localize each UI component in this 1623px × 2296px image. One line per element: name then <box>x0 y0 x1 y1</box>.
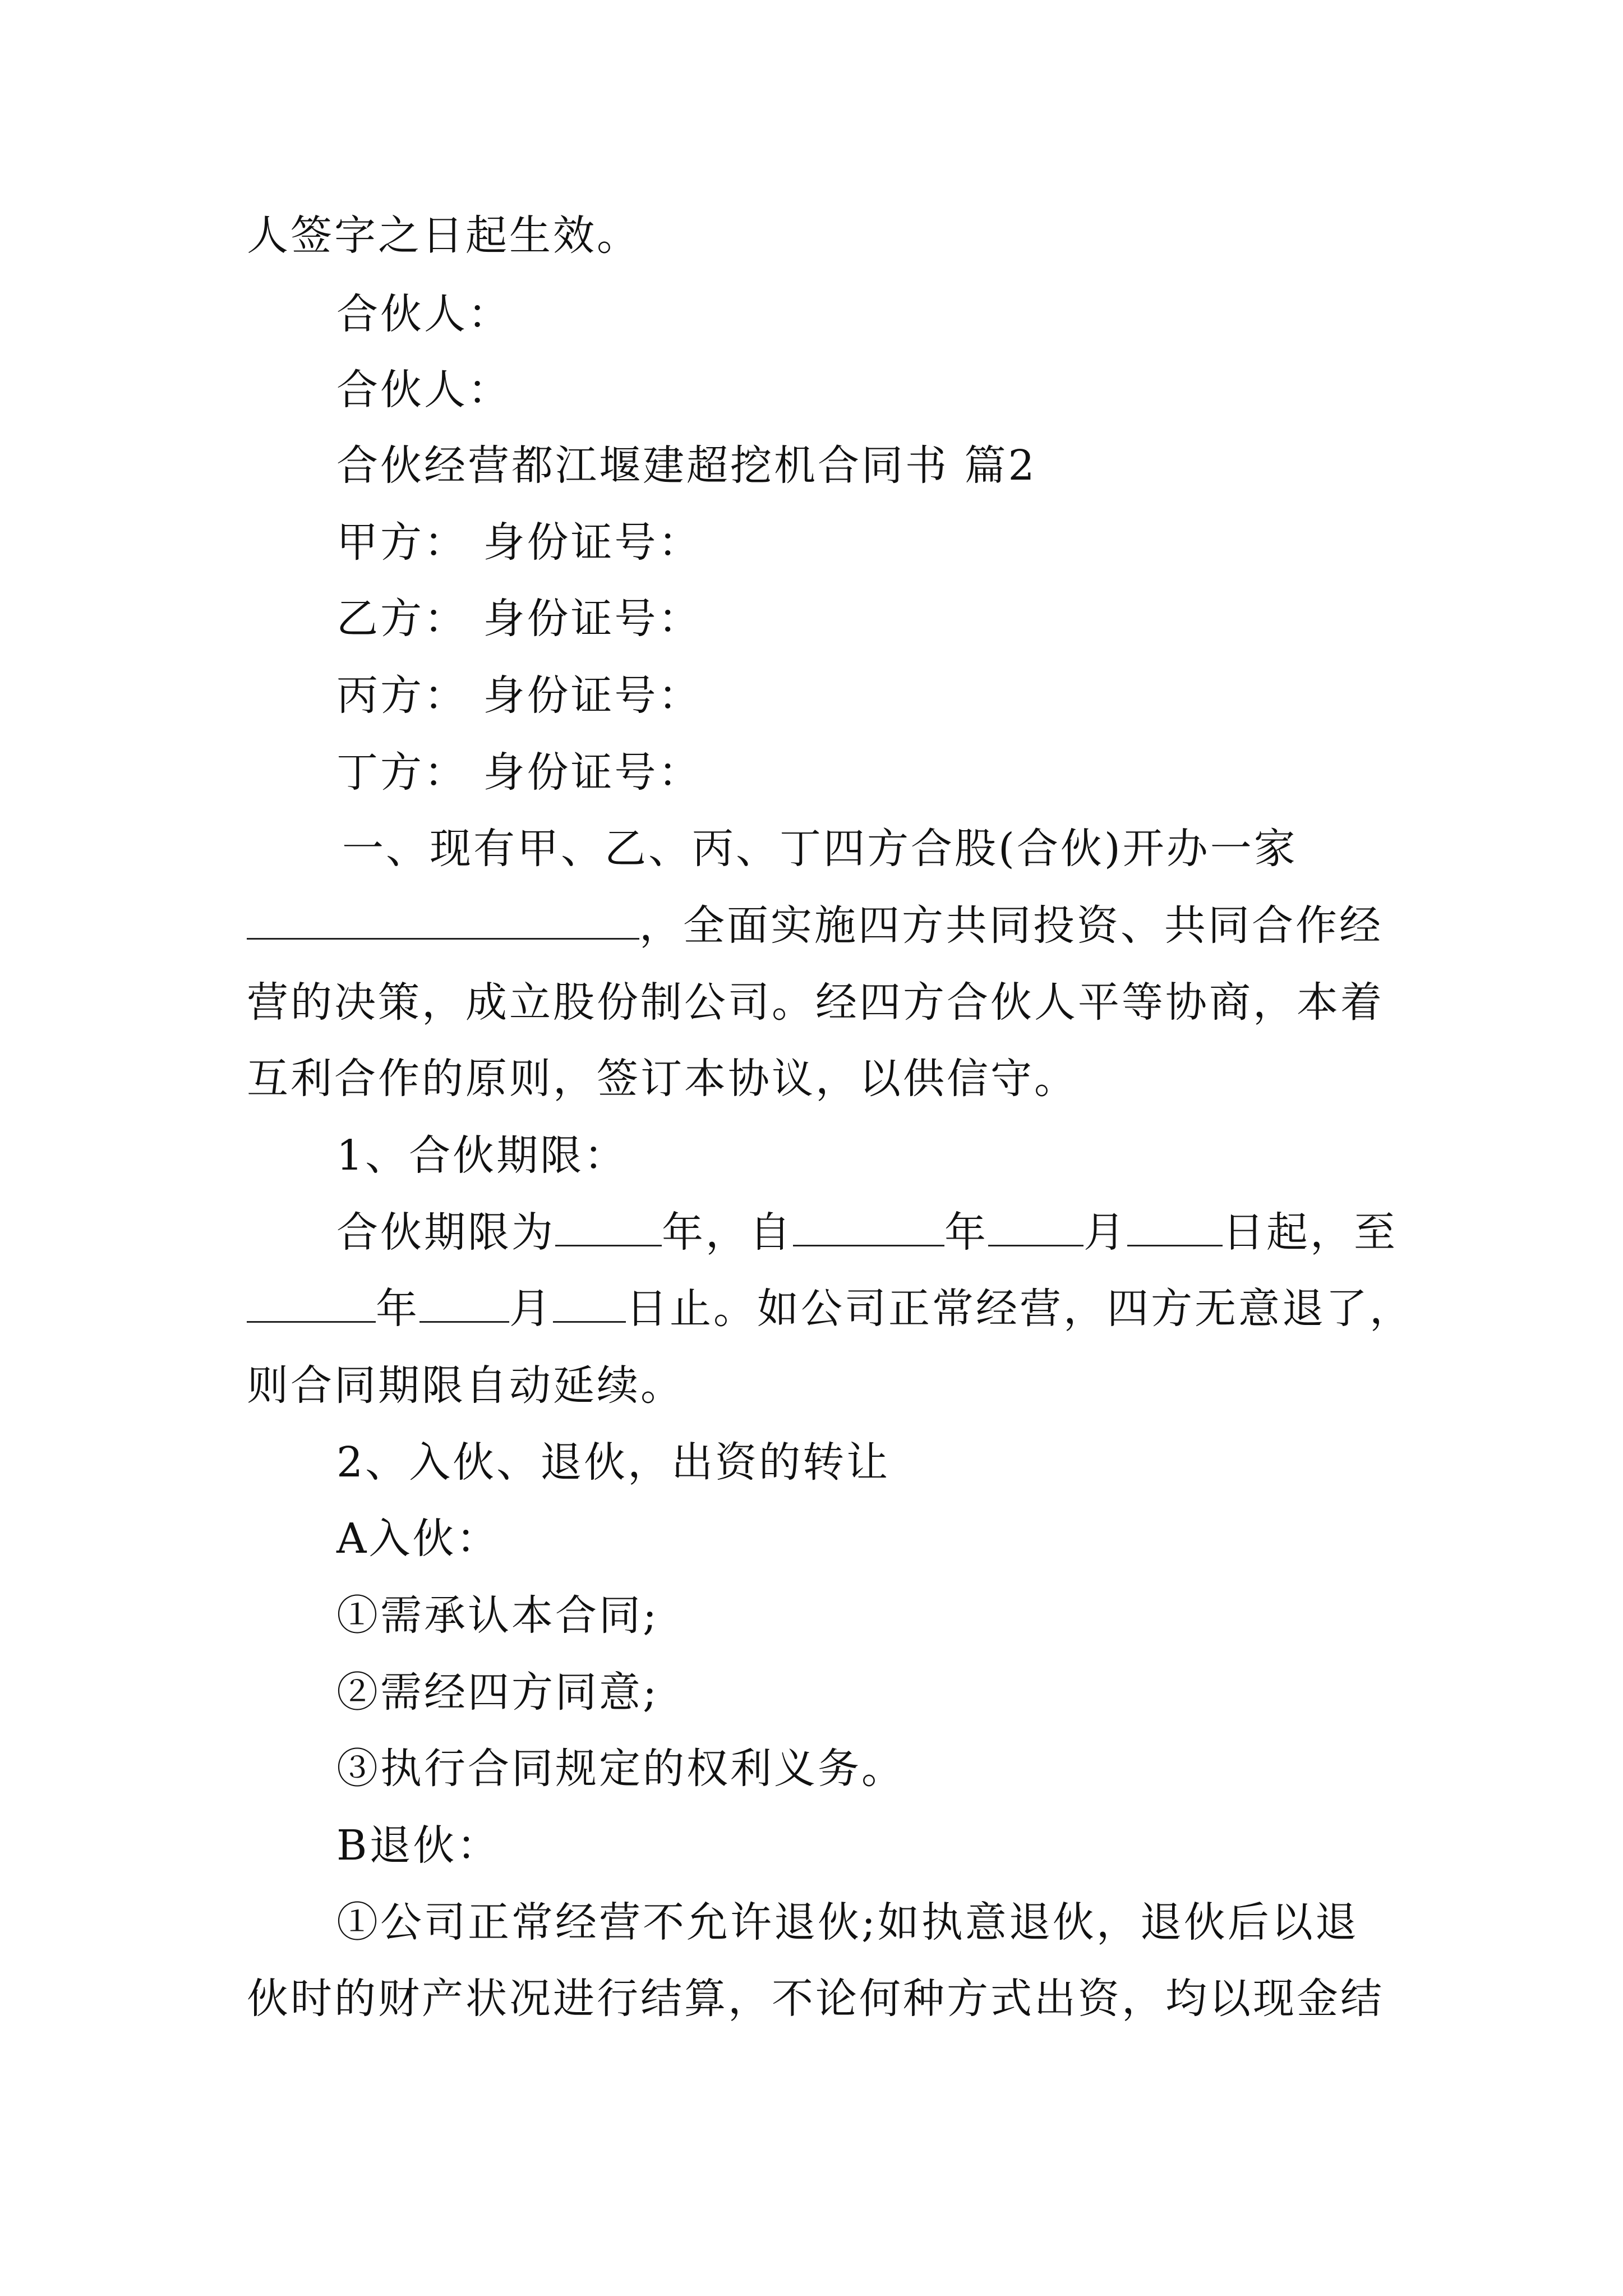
end-year-blank[interactable] <box>247 1282 376 1323</box>
clause-heading: 1、合伙期限： <box>336 1131 628 1180</box>
text-line: 人签字之日起生效。 <box>247 211 640 260</box>
text-line: 伙时的财产状况进行结算，不论何种方式出资，均以现金结 <box>247 1975 1384 2023</box>
list-item: ②需经四方同意; <box>336 1668 659 1717</box>
term-line <box>336 1204 1398 1260</box>
text-segment: 合伙期限为 <box>336 1208 555 1257</box>
list-item: ①需承认本合同; <box>336 1591 659 1640</box>
company-name-blank[interactable] <box>247 899 639 940</box>
text-segment: ，全面实施四方共同投资、共同合作经 <box>639 901 1383 950</box>
text-segment: 年，自 <box>662 1208 793 1257</box>
clause-one-continued <box>247 898 1383 954</box>
party-b-line: 乙方： 身份证号： <box>336 595 702 643</box>
start-day-blank[interactable] <box>1127 1205 1223 1246</box>
end-month-blank[interactable] <box>419 1282 509 1323</box>
subsection-heading: A入伙： <box>336 1515 500 1563</box>
section-title: 合伙经营都江堰建超挖机合同书 篇2 <box>336 441 1037 490</box>
party-a-line: 甲方： 身份证号： <box>336 518 702 567</box>
party-d-line: 丁方： 身份证号： <box>336 748 702 797</box>
text-line: 营的决策，成立股份制公司。经四方合伙人平等协商，本着 <box>247 978 1384 1027</box>
start-month-blank[interactable] <box>988 1205 1083 1246</box>
clause-one-text: 一、现有甲、乙、丙、丁四方合股(合伙)开办一家 <box>342 825 1298 873</box>
end-day-blank[interactable] <box>553 1282 626 1323</box>
text-segment: 日起，至 <box>1223 1208 1398 1257</box>
term-line-continued <box>247 1281 1413 1337</box>
start-year-blank[interactable] <box>793 1205 944 1246</box>
text-segment: 年 <box>944 1208 988 1257</box>
list-item: ③执行合同规定的权利义务。 <box>336 1745 905 1793</box>
years-blank[interactable] <box>555 1205 662 1246</box>
partner-signature-label: 合伙人： <box>336 366 511 414</box>
clause-heading: 2、入伙、退伙，出资的转让 <box>336 1438 891 1487</box>
text-segment: 月 <box>1083 1208 1127 1257</box>
text-line: 则合同期限自动延续。 <box>247 1361 684 1410</box>
text-segment: 月 <box>509 1285 553 1333</box>
party-c-line: 丙方： 身份证号： <box>336 671 702 720</box>
text-segment: 日止。如公司正常经营，四方无意退了， <box>626 1285 1413 1333</box>
text-line: 互利合作的原则，签订本协议，以供信守。 <box>247 1055 1078 1103</box>
partner-signature-label: 合伙人： <box>336 290 511 338</box>
list-item: ①公司正常经营不允许退伙;如执意退伙，退伙后以退 <box>336 1898 1359 1947</box>
subsection-heading: B退伙： <box>336 1821 501 1870</box>
text-segment: 年 <box>376 1285 419 1333</box>
